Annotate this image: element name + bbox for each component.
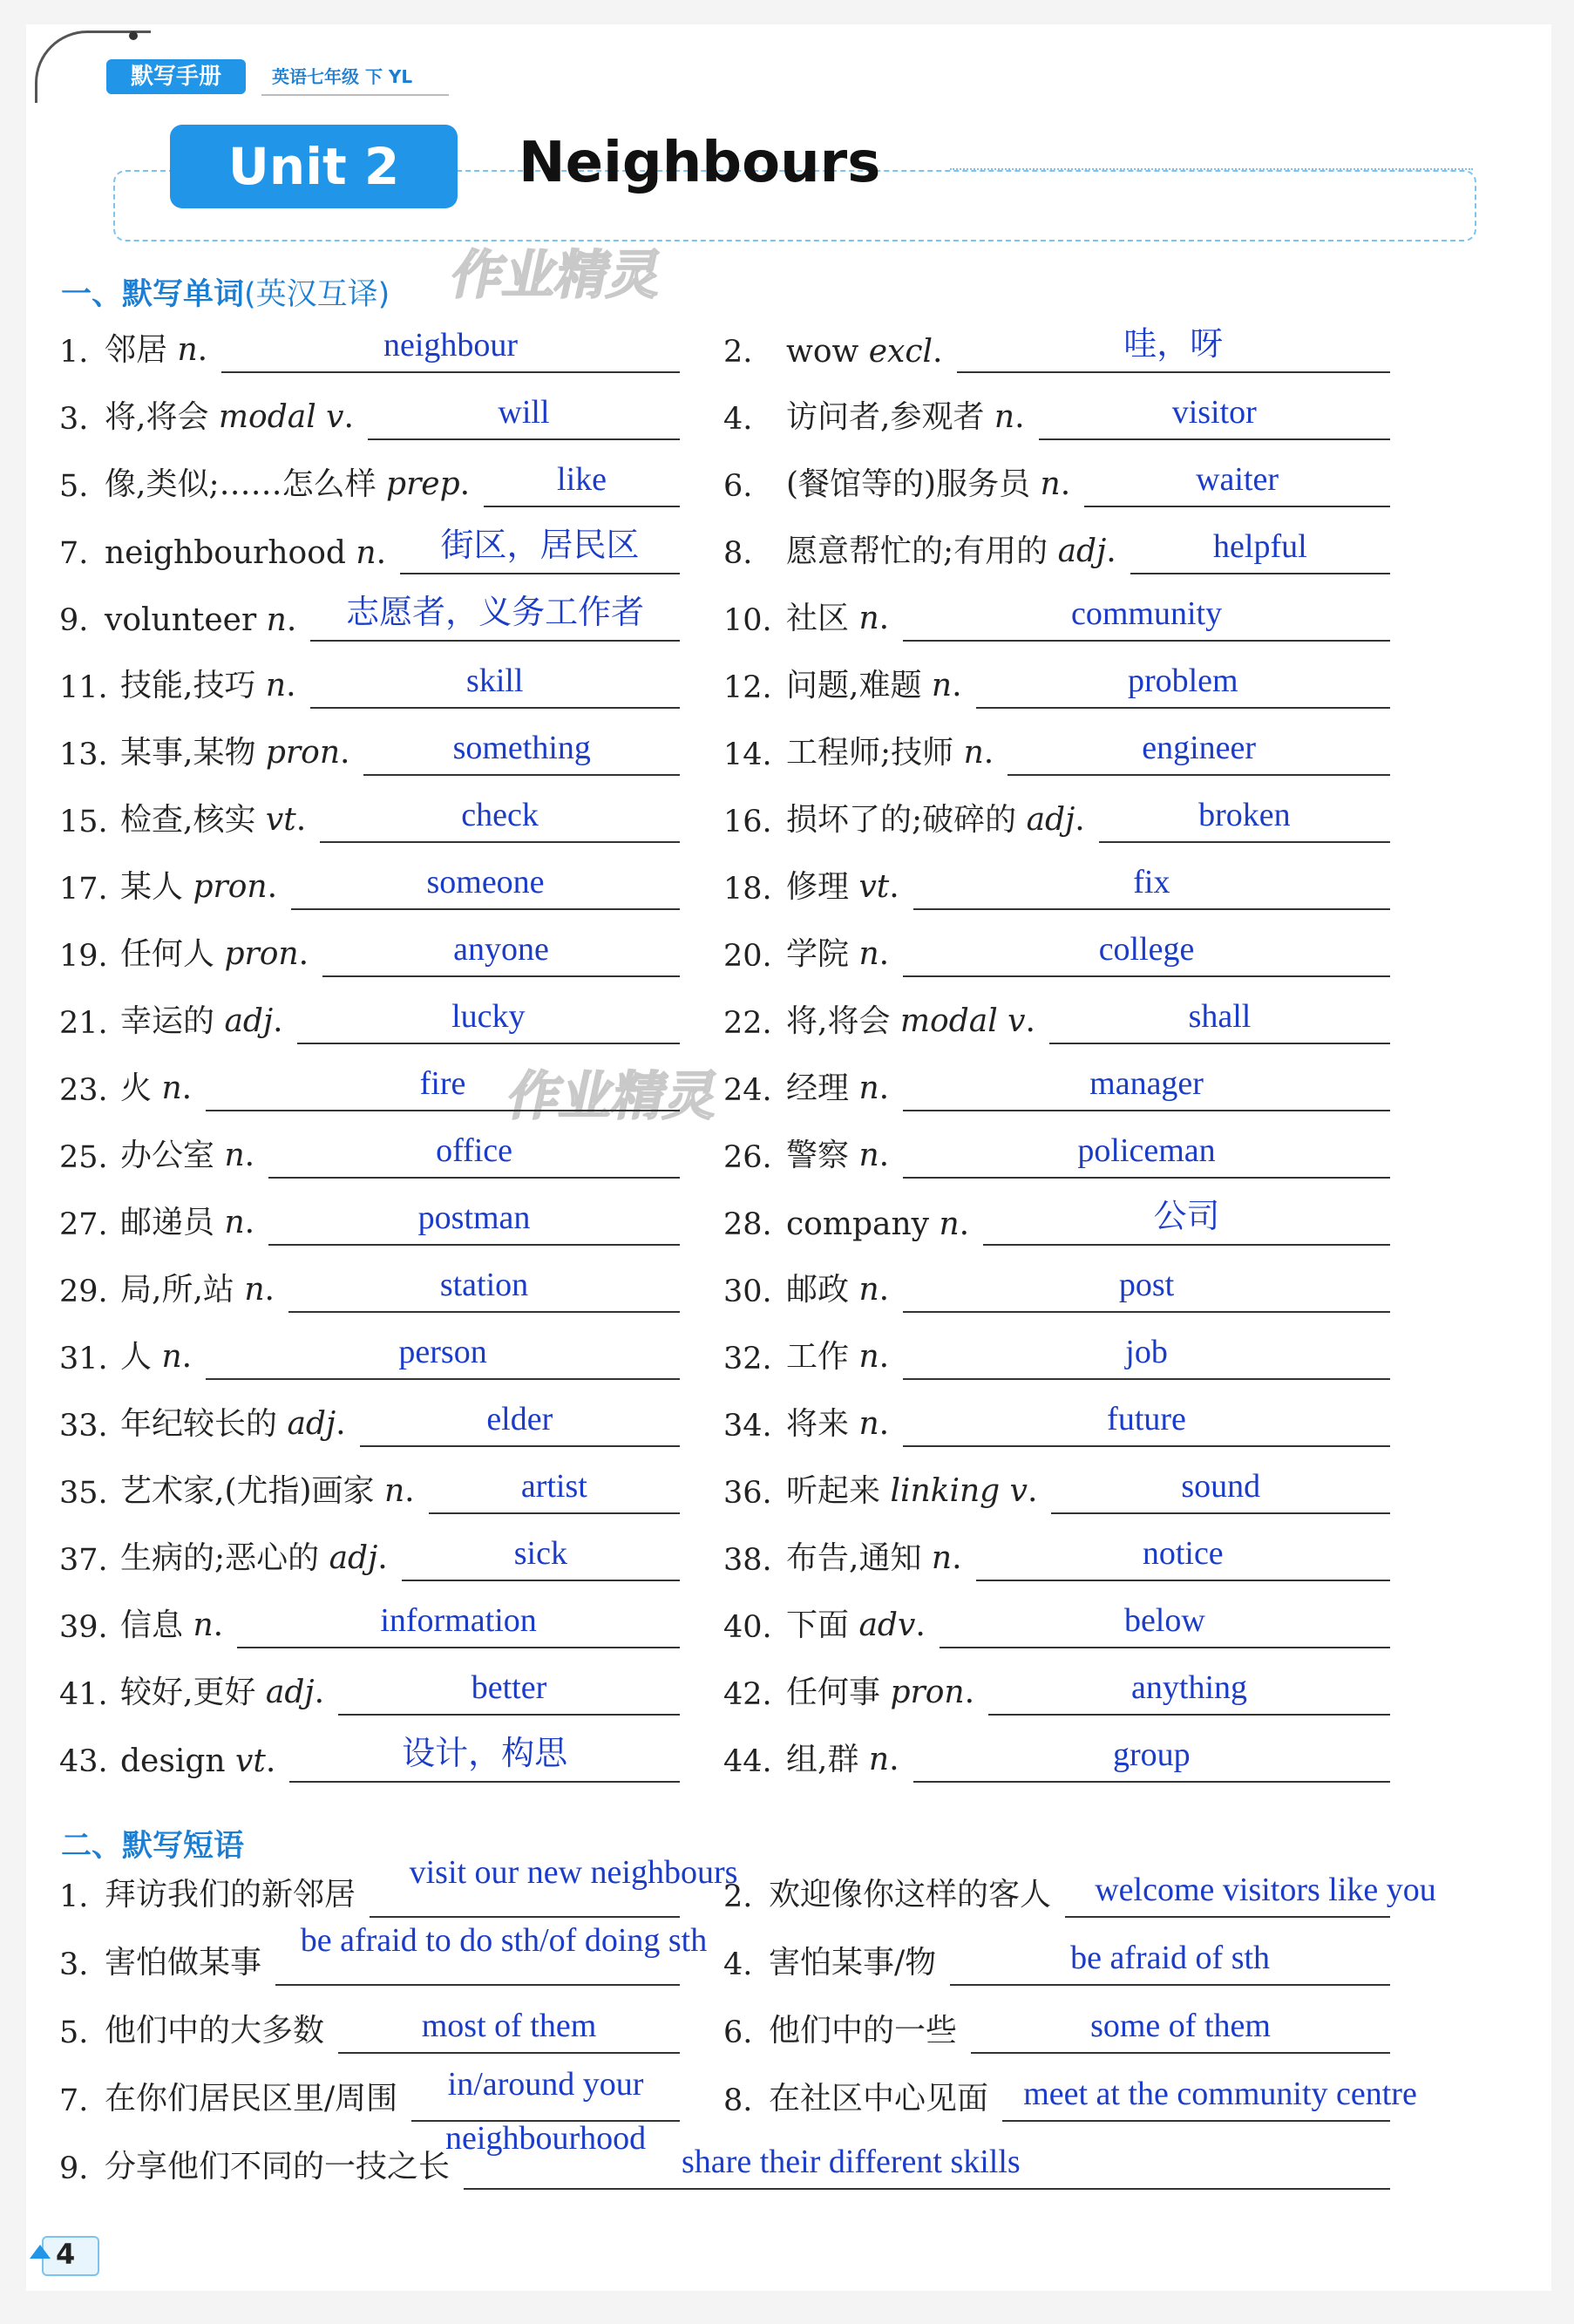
word-item (59, 998, 680, 1044)
phrase-answer-blank[interactable] (338, 2052, 680, 2054)
word-prompt: 人 n. (120, 1339, 193, 1375)
word-number: 14. (723, 737, 772, 772)
word-number: 43. (59, 1744, 108, 1779)
word-answer-blank[interactable] (1130, 573, 1390, 574)
word-prompt: 某人 pron. (120, 869, 278, 905)
word-prompt: 愿意帮忙的;有用的 adj. (786, 533, 1116, 569)
word-number: 3. (59, 402, 89, 437)
word-answer-blank[interactable] (206, 1110, 680, 1111)
phrase-number: 7. (59, 2083, 89, 2118)
word-prompt: 布告,通知 n. (786, 1540, 962, 1576)
word-item (723, 1602, 1390, 1648)
word-answer-blank[interactable] (1084, 506, 1390, 507)
word-item (723, 665, 1390, 709)
word-number: 40. (723, 1610, 772, 1645)
phrase-item (59, 2146, 1390, 2190)
phrase-answer-blank[interactable] (1065, 1916, 1390, 1918)
word-item (723, 866, 1390, 910)
phrase-answer: be afraid to do sth/of doing sth (300, 1922, 708, 1959)
phrase-answer: share their different skills (682, 2144, 1021, 2180)
word-answer-blank[interactable] (484, 506, 680, 507)
word-number: 2. (723, 335, 753, 370)
word-item (59, 1535, 680, 1581)
word-answer-blank[interactable] (402, 1580, 680, 1581)
word-item (59, 931, 680, 977)
word-answer: anything (1131, 1669, 1247, 1706)
word-answer: someone (426, 864, 545, 900)
word-number: 16. (723, 805, 772, 839)
word-prompt: 局,所,站 n. (120, 1272, 275, 1308)
word-item (723, 998, 1390, 1044)
phrase-number: 5. (59, 2015, 89, 2050)
word-answer-blank[interactable] (320, 841, 680, 843)
word-answer: person (398, 1334, 487, 1370)
word-number: 15. (59, 805, 108, 839)
word-number: 7. (59, 536, 89, 571)
word-answer-blank[interactable] (1039, 438, 1390, 440)
word-answer-blank[interactable] (206, 1378, 680, 1380)
word-prompt: 问题,难题 n. (786, 668, 962, 703)
word-item (59, 866, 680, 910)
word-answer: sound (1181, 1468, 1261, 1505)
word-prompt: 邮递员 n. (120, 1205, 255, 1240)
word-number: 5. (59, 469, 89, 504)
phrase-item (723, 1942, 1390, 1986)
phrase-item (59, 1854, 738, 1918)
phrase-number: 1. (59, 1879, 89, 1914)
word-prompt: 修理 vt. (786, 869, 899, 905)
word-answer-blank[interactable] (268, 1177, 680, 1179)
phrase-item (59, 2010, 680, 2054)
word-answer-blank[interactable] (288, 1311, 680, 1313)
phrase-answer-blank[interactable] (971, 2052, 1390, 2054)
word-item (723, 595, 1390, 642)
word-answer-blank[interactable] (400, 573, 680, 574)
phrase-prompt: 害怕做某事 (105, 1945, 262, 1981)
word-number: 28. (723, 1207, 772, 1242)
word-prompt: 任何人 pron. (120, 936, 309, 972)
word-answer: notice (1142, 1535, 1224, 1572)
phrase-item (723, 2076, 1417, 2122)
word-answer: elder (486, 1401, 553, 1437)
word-number: 22. (723, 1006, 772, 1041)
phrase-answer-blank[interactable] (275, 1984, 680, 1986)
word-number: 23. (59, 1073, 108, 1108)
word-answer-blank[interactable] (322, 975, 680, 977)
word-answer-blank[interactable] (976, 707, 1390, 709)
word-prompt: 艺术家,(尤指)画家 n. (120, 1473, 415, 1509)
word-prompt: 邻居 n. (105, 332, 208, 368)
word-answer: group (1112, 1736, 1191, 1773)
word-answer: post (1118, 1267, 1175, 1303)
phrase-answer-blank[interactable] (950, 1984, 1390, 1986)
page-number (30, 2236, 103, 2276)
word-item (723, 799, 1390, 843)
word-answer: artist (520, 1468, 587, 1505)
word-answer-blank[interactable] (221, 371, 680, 373)
phrase-number: 2. (723, 1879, 753, 1914)
word-prompt: 办公室 n. (120, 1138, 255, 1173)
word-item (59, 1736, 680, 1783)
word-answer-blank[interactable] (903, 1177, 1390, 1179)
word-number: 11. (59, 670, 108, 705)
phrase-prompt: 在社区中心见面 (769, 2081, 989, 2117)
word-answer: 志愿者，义务工作者 (346, 595, 645, 631)
word-item (59, 1199, 680, 1246)
word-prompt: 警察 n. (786, 1138, 890, 1173)
word-answer: neighbour (383, 327, 519, 364)
word-number: 37. (59, 1543, 108, 1578)
word-item (723, 394, 1390, 440)
word-answer-blank[interactable] (360, 1445, 680, 1447)
word-prompt: 将,将会 modal v. (786, 1003, 1035, 1039)
up-arrow-icon (30, 2245, 51, 2259)
phrase-number: 4. (723, 1947, 753, 1982)
word-answer: fire (419, 1065, 466, 1102)
word-prompt: neighbourhood n. (105, 535, 387, 571)
word-item (723, 1535, 1390, 1581)
word-prompt: 听起来 linking v. (786, 1473, 1038, 1509)
word-number: 33. (59, 1409, 108, 1444)
phrase-answer: be afraid of sth (1070, 1940, 1271, 1976)
word-item (723, 1403, 1390, 1447)
phrase-answer: meet at the community centre (1023, 2076, 1417, 2112)
word-answer-blank[interactable] (903, 640, 1390, 642)
word-prompt: 损坏了的;破碎的 adj. (786, 802, 1085, 838)
phrase-prompt: 在你们居民区里/周围 (105, 2081, 398, 2117)
word-answer: college (1098, 931, 1195, 968)
word-answer: something (452, 730, 591, 766)
word-prompt: 工作 n. (786, 1339, 890, 1375)
phrase-item (723, 1872, 1436, 1918)
word-item (723, 1269, 1390, 1313)
word-answer: sick (513, 1535, 567, 1572)
word-answer-blank[interactable] (983, 1244, 1390, 1246)
word-item (59, 1336, 680, 1380)
word-number: 20. (723, 939, 772, 974)
word-item (59, 1132, 680, 1179)
phrase-prompt: 分享他们不同的一技之长 (105, 2149, 451, 2185)
word-number: 29. (59, 1274, 108, 1309)
word-item (723, 1199, 1390, 1246)
word-answer: 设计，构思 (402, 1736, 568, 1772)
word-number: 17. (59, 872, 108, 907)
word-answer: job (1125, 1334, 1168, 1370)
word-answer-blank[interactable] (310, 707, 680, 709)
word-prompt: 年纪较长的 adj. (120, 1406, 346, 1442)
word-item (59, 527, 680, 574)
section-2-title: 二、默写短语 (61, 1829, 245, 1864)
word-answer: will (498, 394, 550, 431)
word-answer-blank[interactable] (297, 1043, 680, 1044)
word-number: 27. (59, 1207, 108, 1242)
word-answer-blank[interactable] (237, 1647, 680, 1648)
word-prompt: company n. (786, 1206, 970, 1242)
word-answer: 哇，呀 (1123, 326, 1224, 363)
word-answer: engineer (1142, 730, 1257, 766)
word-answer: information (380, 1602, 537, 1639)
word-item (723, 326, 1390, 373)
word-answer: postman (417, 1199, 531, 1236)
word-answer: waiter (1196, 461, 1279, 498)
word-answer: office (436, 1132, 512, 1169)
phrase-prompt: 拜访我们的新邻居 (105, 1877, 356, 1913)
word-prompt: 访问者,参观者 n. (786, 399, 1025, 435)
word-prompt: 下面 adv. (786, 1607, 926, 1643)
word-number: 13. (59, 737, 108, 772)
word-prompt: 社区 n. (786, 601, 890, 636)
word-answer-blank[interactable] (1007, 774, 1390, 776)
word-item (59, 1602, 680, 1648)
word-answer: lucky (451, 998, 526, 1035)
phrase-answer-blank[interactable] (370, 1916, 680, 1918)
word-answer: like (557, 461, 607, 498)
word-prompt: 将,将会 modal v. (105, 399, 354, 435)
word-answer: policeman (1077, 1132, 1216, 1169)
word-prompt: 生病的;恶心的 adj. (120, 1540, 388, 1576)
unit-title: Neighbours (519, 131, 881, 195)
word-answer-blank[interactable] (903, 1445, 1390, 1447)
word-answer-blank[interactable] (429, 1512, 680, 1514)
word-answer-blank[interactable] (1051, 1512, 1390, 1514)
phrase-number: 6. (723, 2015, 753, 2050)
word-number: 18. (723, 872, 772, 907)
word-answer-blank[interactable] (310, 640, 680, 642)
word-answer-blank[interactable] (268, 1244, 680, 1246)
word-prompt: 像,类似;……怎么样 prep. (105, 466, 471, 502)
phrase-item (59, 2066, 680, 2157)
phrase-prompt: 害怕某事/物 (769, 1945, 937, 1981)
section-1-title (61, 270, 390, 314)
word-answer-blank[interactable] (368, 438, 680, 440)
word-item (723, 1336, 1390, 1380)
word-answer: helpful (1213, 528, 1307, 565)
word-item (723, 1669, 1390, 1716)
word-number: 21. (59, 1006, 108, 1041)
unit-badge: Unit 2 (170, 125, 458, 208)
word-answer: below (1123, 1602, 1205, 1639)
word-item (723, 732, 1390, 776)
phrase-number: 8. (723, 2083, 753, 2118)
word-number: 25. (59, 1140, 108, 1175)
word-answer-blank[interactable] (913, 1781, 1390, 1783)
header-subtitle: 英语七年级 下 YL (272, 66, 413, 87)
section-1-title-paren: (英汉互译) (244, 277, 390, 312)
word-answer-blank[interactable] (903, 1110, 1390, 1111)
word-answer: broken (1198, 797, 1291, 833)
word-item (59, 1269, 680, 1313)
word-prompt: 检查,核实 vt. (120, 802, 307, 838)
word-item (59, 799, 680, 843)
word-answer: visitor (1171, 394, 1257, 431)
word-answer-blank[interactable] (903, 1378, 1390, 1380)
word-item (723, 1065, 1390, 1111)
word-answer: fix (1133, 864, 1170, 900)
phrase-answer: visit our new neighbours (409, 1854, 738, 1891)
word-number: 4. (723, 402, 753, 437)
word-answer: community (1070, 595, 1223, 632)
word-number: 10. (723, 603, 772, 638)
word-prompt: volunteer n. (105, 602, 297, 638)
word-answer: problem (1127, 663, 1238, 699)
word-number: 9. (59, 603, 89, 638)
word-prompt: 技能,技巧 n. (120, 668, 296, 703)
word-answer: better (471, 1669, 547, 1706)
phrase-answer: welcome visitors like you (1095, 1872, 1436, 1908)
word-answer-blank[interactable] (913, 908, 1390, 910)
phrase-answer: some of them (1090, 2008, 1271, 2044)
word-number: 38. (723, 1543, 772, 1578)
word-answer-blank[interactable] (289, 1781, 680, 1783)
word-number: 19. (59, 939, 108, 974)
word-prompt: 较好,更好 adj. (120, 1675, 325, 1710)
phrase-answer: in/around your neighbourhood (445, 2066, 647, 2157)
word-item (59, 595, 680, 642)
word-item (59, 394, 680, 440)
phrase-answer-blank[interactable] (1002, 2120, 1390, 2122)
word-item (723, 1132, 1390, 1179)
word-number: 8. (723, 536, 753, 571)
word-number: 36. (723, 1476, 772, 1511)
word-prompt: 幸运的 adj. (120, 1003, 283, 1039)
word-prompt: 邮政 n. (786, 1272, 890, 1308)
word-prompt: (餐馆等的)服务员 n. (786, 466, 1071, 502)
header-dot-decoration (129, 31, 138, 40)
phrase-prompt: 欢迎像你这样的客人 (769, 1877, 1052, 1913)
word-number: 12. (723, 670, 772, 705)
word-prompt: 将来 n. (786, 1406, 890, 1442)
word-number: 30. (723, 1274, 772, 1309)
word-item (59, 461, 680, 507)
section-1-title-text: 一、默写单词 (61, 277, 245, 312)
word-item (723, 1468, 1390, 1514)
unit-banner-dotted-line (950, 168, 1473, 170)
word-prompt: design vt. (120, 1743, 276, 1779)
watermark-middle: 作业精灵 (502, 1066, 725, 1127)
word-item (59, 1468, 680, 1514)
phrase-answer: most of them (421, 2008, 597, 2044)
phrase-item (723, 2010, 1390, 2054)
word-number: 39. (59, 1610, 108, 1645)
phrase-number: 9. (59, 2151, 89, 2186)
word-item (723, 528, 1390, 574)
word-number: 1. (59, 335, 89, 370)
word-item (59, 732, 680, 776)
word-prompt: 学院 n. (786, 936, 890, 972)
word-answer-blank[interactable] (903, 975, 1390, 977)
word-item (59, 327, 680, 373)
word-prompt: 火 n. (120, 1070, 193, 1106)
word-item (59, 1065, 680, 1111)
word-answer: manager (1089, 1065, 1204, 1102)
word-answer: shall (1188, 998, 1252, 1035)
word-answer: anyone (453, 931, 549, 968)
word-answer: 公司 (1153, 1199, 1220, 1235)
phrase-number: 3. (59, 1947, 89, 1982)
word-item (723, 1736, 1390, 1783)
watermark-top: 作业精灵 (445, 245, 668, 306)
word-answer: future (1107, 1401, 1186, 1437)
word-prompt: 某事,某物 pron. (120, 735, 350, 771)
phrase-prompt: 他们中的一些 (769, 2013, 958, 2049)
phrase-answer-blank[interactable] (464, 2188, 1390, 2190)
word-answer-blank[interactable] (363, 774, 680, 776)
word-item (723, 461, 1390, 507)
word-number: 42. (723, 1677, 772, 1712)
word-answer-blank[interactable] (903, 1311, 1390, 1313)
word-number: 26. (723, 1140, 772, 1175)
word-answer-blank[interactable] (940, 1647, 1390, 1648)
word-item (59, 1403, 680, 1447)
word-number: 6. (723, 469, 753, 504)
page-number-text: 4 (56, 2238, 76, 2271)
word-number: 24. (723, 1073, 772, 1108)
word-prompt: 任何事 pron. (786, 1675, 975, 1710)
header-underline (261, 94, 449, 96)
phrase-item (59, 1922, 708, 1986)
word-answer: skill (466, 663, 524, 699)
word-number: 41. (59, 1677, 108, 1712)
word-answer-blank[interactable] (988, 1714, 1390, 1716)
word-prompt: 组,群 n. (786, 1742, 899, 1777)
word-number: 31. (59, 1342, 108, 1376)
word-number: 35. (59, 1476, 108, 1511)
word-answer-blank[interactable] (1099, 841, 1390, 843)
word-prompt: 信息 n. (120, 1607, 224, 1643)
word-number: 44. (723, 1744, 772, 1779)
word-item (59, 1669, 680, 1716)
word-answer-blank[interactable] (338, 1714, 680, 1716)
header-tag: 默写手册 (106, 59, 246, 94)
word-answer-blank[interactable] (1049, 1043, 1390, 1044)
word-prompt: 经理 n. (786, 1070, 890, 1106)
word-prompt: wow excl. (786, 334, 943, 370)
word-number: 32. (723, 1342, 772, 1376)
word-number: 34. (723, 1409, 772, 1444)
word-answer-blank[interactable] (291, 908, 680, 910)
phrase-prompt: 他们中的大多数 (105, 2013, 325, 2049)
word-item (59, 665, 680, 709)
word-answer-blank[interactable] (976, 1580, 1390, 1581)
word-item (723, 931, 1390, 977)
word-answer: station (439, 1267, 529, 1303)
word-answer: 街区，居民区 (440, 527, 640, 564)
word-answer-blank[interactable] (957, 371, 1391, 373)
word-prompt: 工程师;技师 n. (786, 735, 994, 771)
word-answer: check (461, 797, 539, 833)
